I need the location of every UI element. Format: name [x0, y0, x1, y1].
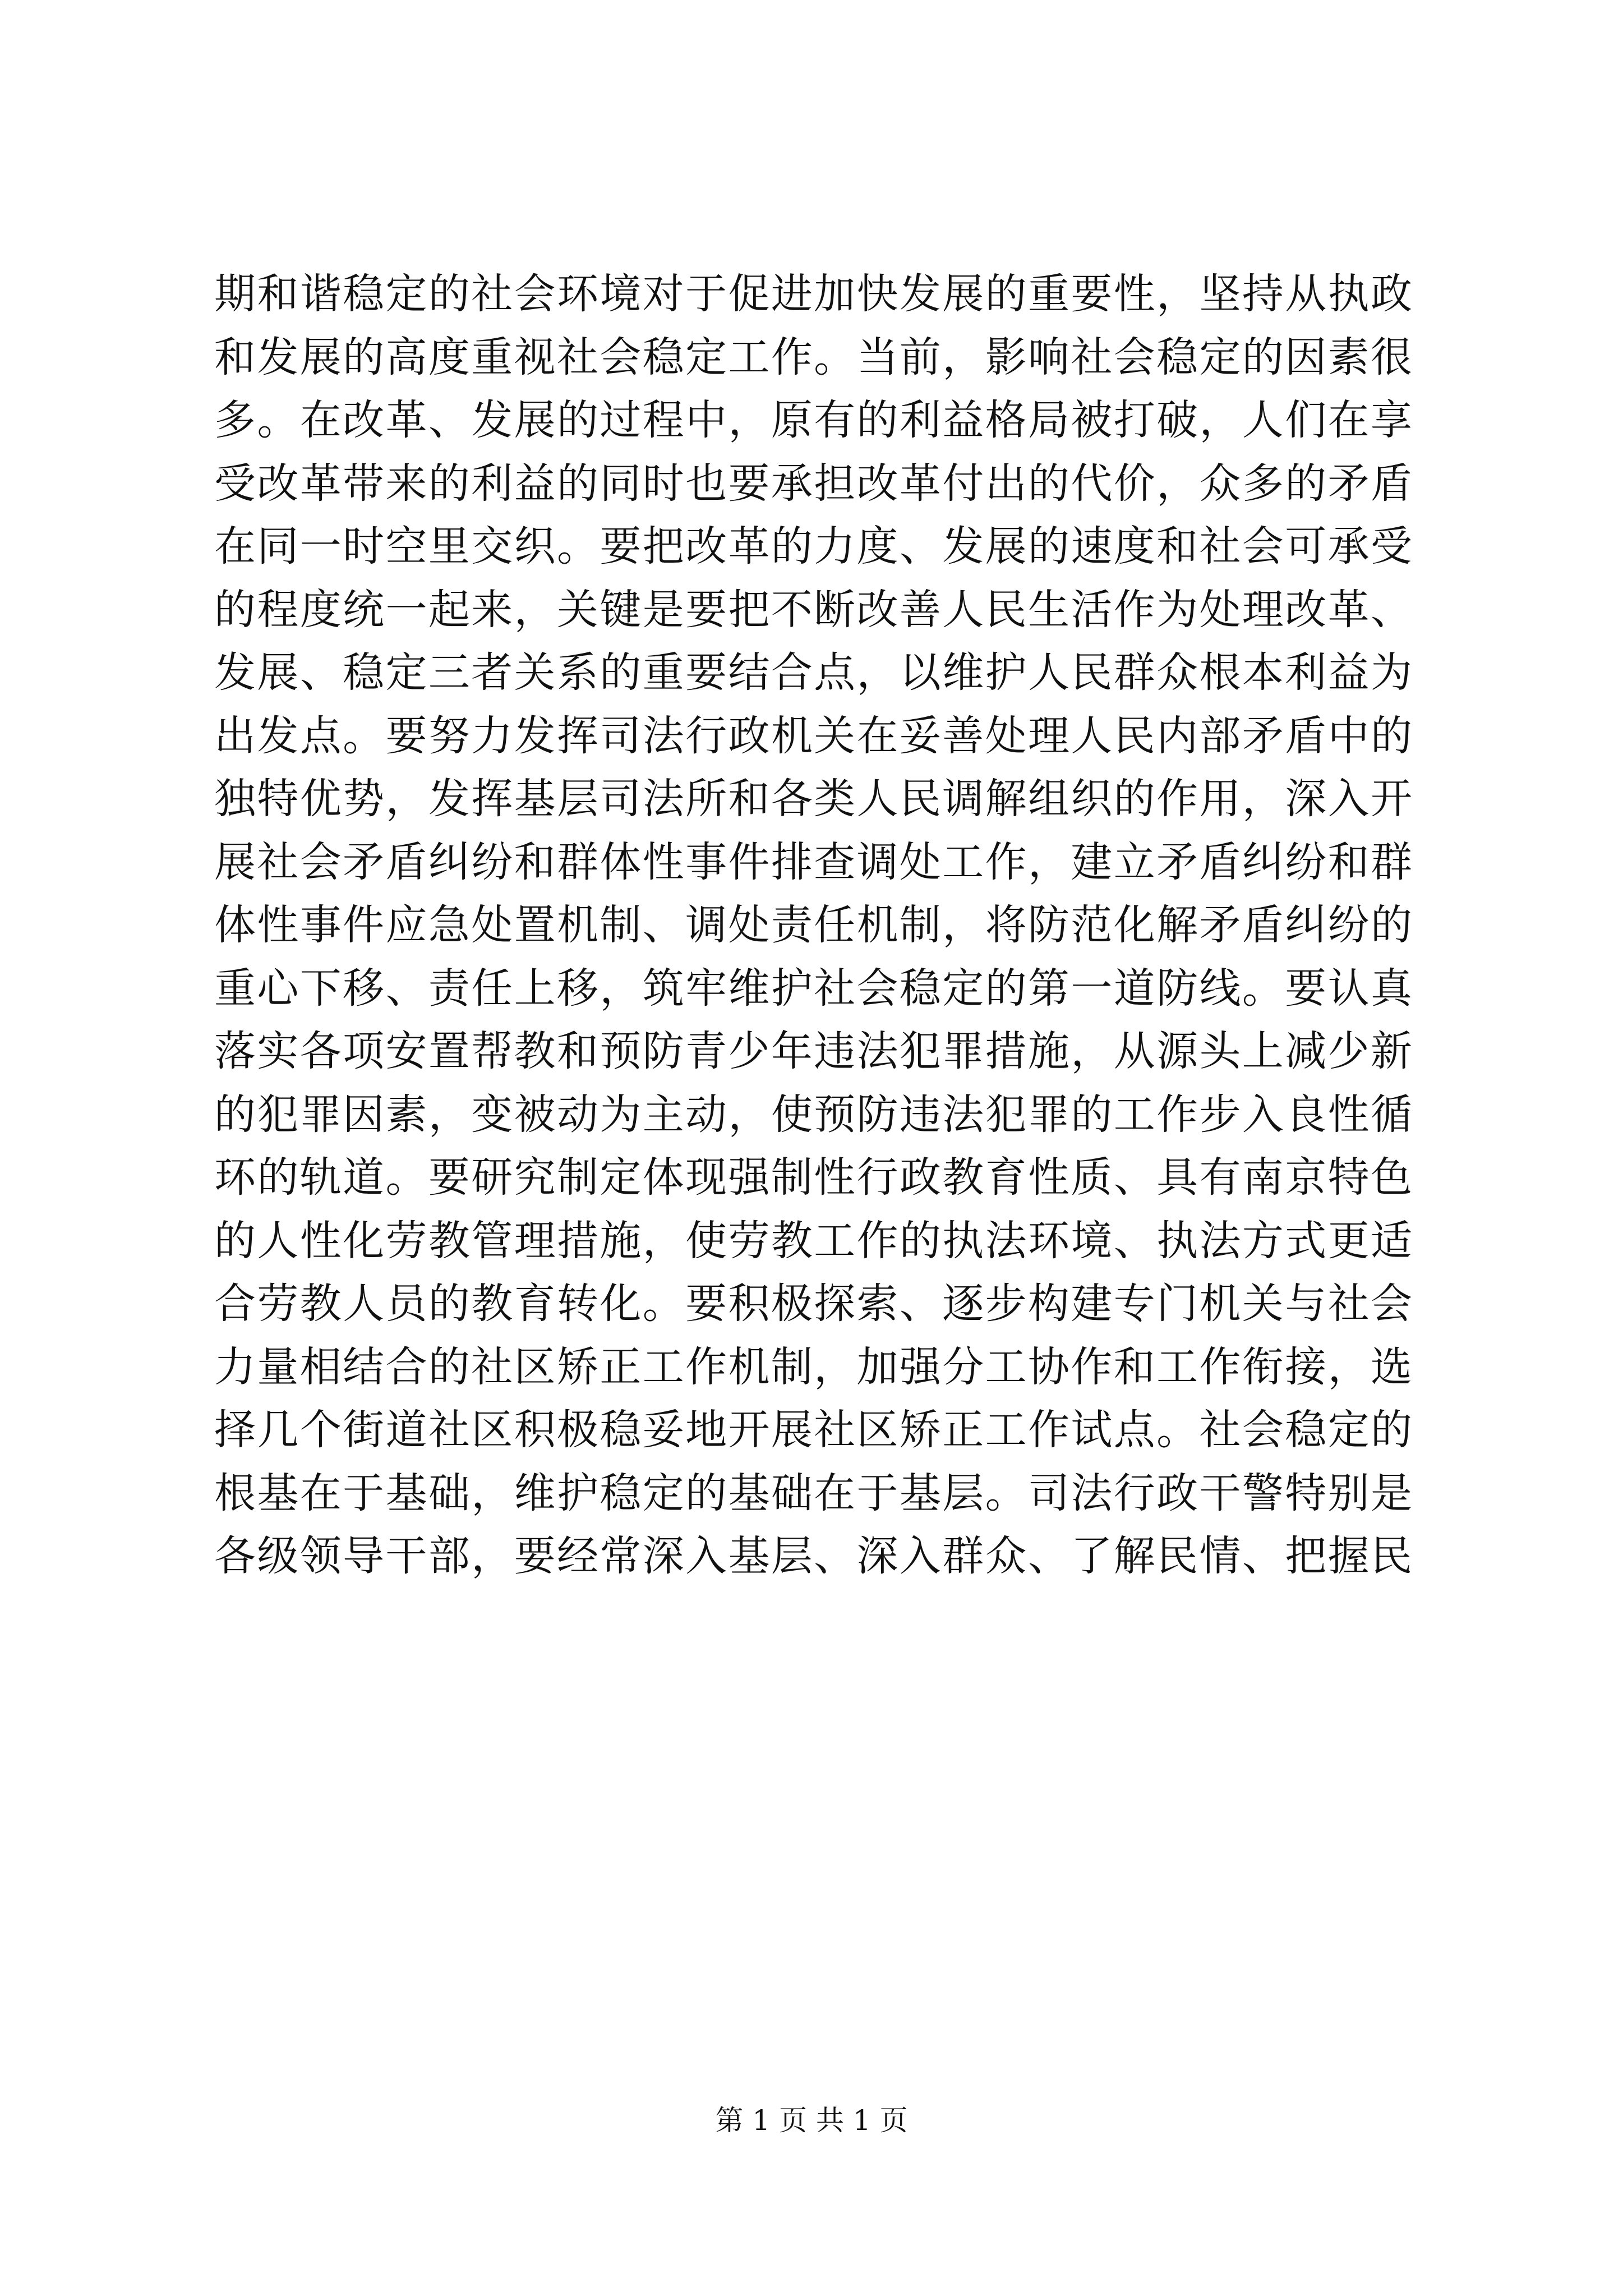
- text-line: 的程度统一起来，关键是要把不断改善人民生活作为处理改革、: [214, 585, 1412, 634]
- text-line: 根基在于基础，维护稳定的基础在于基层。司法行政干警特别是: [214, 1469, 1412, 1517]
- text-line: 独特优势，发挥基层司法所和各类人民调解组织的作用，深入开: [214, 775, 1412, 823]
- text-line: 期和谐稳定的社会环境对于促进加快发展的重要性，坚持从执政: [214, 270, 1412, 318]
- text-line: 的人性化劳教管理措施，使劳教工作的执法环境、执法方式更适: [214, 1216, 1412, 1265]
- page-number-label: 第 1 页 共 1 页: [715, 2104, 908, 2137]
- text-line: 合劳教人员的教育转化。要积极探索、逐步构建专门机关与社会: [214, 1280, 1412, 1328]
- text-line: 择几个街道社区积极稳妥地开展社区矫正工作试点。社会稳定的: [214, 1406, 1412, 1454]
- text-line: 力量相结合的社区矫正工作机制，加强分工协作和工作衔接，选: [214, 1342, 1412, 1391]
- text-line: 重心下移、责任上移，筑牢维护社会稳定的第一道防线。要认真: [214, 964, 1412, 1013]
- text-line: 的犯罪因素，变被动为主动，使预防违法犯罪的工作步入良性循: [214, 1090, 1412, 1139]
- text-line: 体性事件应急处置机制、调处责任机制，将防范化解矛盾纠纷的: [214, 901, 1412, 949]
- text-line: 和发展的高度重视社会稳定工作。当前，影响社会稳定的因素很: [214, 333, 1412, 381]
- text-line: 各级领导干部，要经常深入基层、深入群众、了解民情、把握民: [214, 1532, 1412, 1580]
- text-line: 环的轨道。要研究制定体现强制性行政教育性质、具有南京特色: [214, 1153, 1412, 1202]
- body-paragraph: [214, 263, 1412, 1588]
- text-line: 在同一时空里交织。要把改革的力度、发展的速度和社会可承受: [214, 522, 1412, 570]
- text-line: 出发点。要努力发挥司法行政机关在妥善处理人民内部矛盾中的: [214, 711, 1412, 760]
- text-line: 发展、稳定三者关系的重要结合点，以维护人民群众根本利益为: [214, 648, 1412, 697]
- text-line: 受改革带来的利益的同时也要承担改革付出的代价，众多的矛盾: [214, 459, 1412, 508]
- text-line: 落实各项安置帮教和预防青少年违法犯罪措施，从源头上减少新: [214, 1027, 1412, 1075]
- text-line: 多。在改革、发展的过程中，原有的利益格局被打破，人们在享: [214, 396, 1412, 444]
- page-footer: [0, 2101, 1623, 2140]
- text-line: 展社会矛盾纠纷和群体性事件排查调处工作，建立矛盾纠纷和群: [214, 838, 1412, 886]
